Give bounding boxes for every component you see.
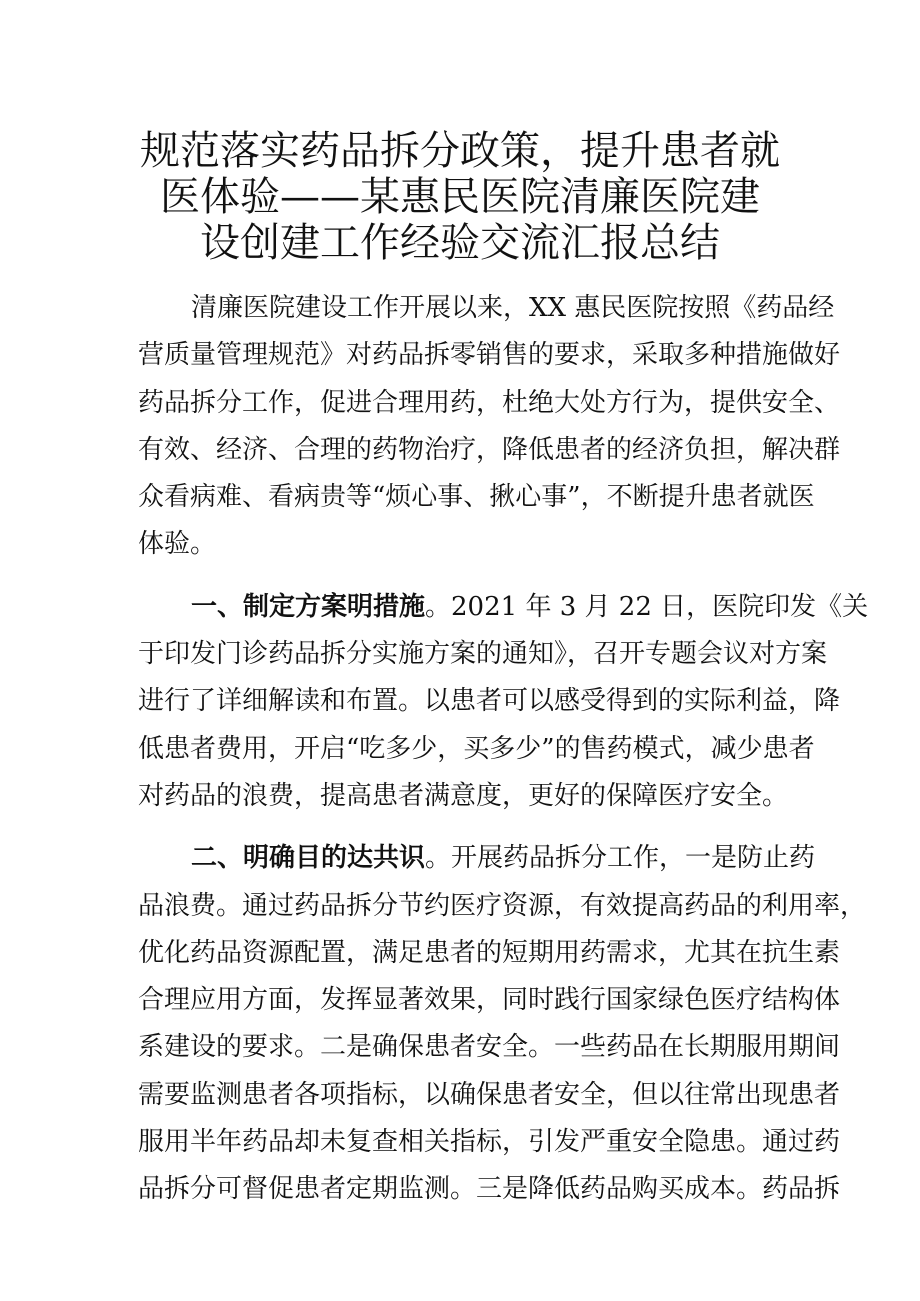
text-line: 品拆分可督促患者定期监测。三是降低药品购买成本。药品拆 [138,1174,841,1205]
text-line: 合理应用方面，发挥显著效果，同时践行国家绿色医疗结构体 [138,985,841,1016]
text-line [138,584,869,631]
text-line: 系建设的要求。二是确保患者安全。一些药品在长期服用期间 [138,1032,841,1063]
text-line: 对药品的浪费，提高患者满意度，更好的保障医疗安全。 [138,780,789,811]
text-line: 于印发门诊药品拆分实施方案的通知》，召开专题会议对方案 [138,639,828,670]
text-line: 药品拆分工作，促进合理用药，杜绝大处方行为，提供安全、 [138,387,841,418]
text-line [138,835,816,882]
section-1-paragraph [138,584,869,820]
text-line: 众看病难、看病贵等“烦心事、揪心事”，不断提升患者就医 [138,482,815,513]
text-line: 体验。 [138,529,217,560]
text-line: 有效、经济、合理的药物治疗，降低患者的经济负担，解决群 [138,434,841,465]
title-line: 规范落实药品拆分政策，提升患者就 [140,128,780,174]
title-line: 医体验——某惠民医院清廉医院建 [160,174,760,220]
text-line: 进行了详细解读和布置。以患者可以感受得到的实际利益，降 [138,686,841,717]
title-line: 设创建工作经验交流汇报总结 [200,220,720,266]
section-1-heading: 一、制定方案明措施 [191,591,426,622]
text-line: 服用半年药品却未复查相关指标，引发严重安全隐患。通过药 [138,1127,841,1158]
section-2-paragraph [138,835,867,1213]
text-line: 营质量管理规范》对药品拆零销售的要求，采取多种措施做好 [138,340,841,371]
document-title [100,128,820,266]
text-line: 清廉医院建设工作开展以来，XX 惠民医院按照《药品经 [191,293,835,323]
text-line: 需要监测患者各项指标，以确保患者安全，但以往常出现患者 [138,1079,841,1110]
text-line: 优化药品资源配置，满足患者的短期用药需求，尤其在抗生素 [138,937,841,968]
document-body [138,285,869,1214]
section-2-heading: 二、明确目的达共识 [191,843,426,874]
text-line: 品浪费。通过药品拆分节约医疗资源，有效提高药品的利用率， [138,890,867,921]
section-2-head-rest: 。开展药品拆分工作，一是防止药 [425,843,816,874]
intro-paragraph [138,285,841,569]
section-1-head-rest: 。2021 年 3 月 22 日，医院印发《关 [425,591,869,622]
text-line: 低患者费用，开启“吃多少，买多少”的售药模式，减少患者 [138,733,815,764]
